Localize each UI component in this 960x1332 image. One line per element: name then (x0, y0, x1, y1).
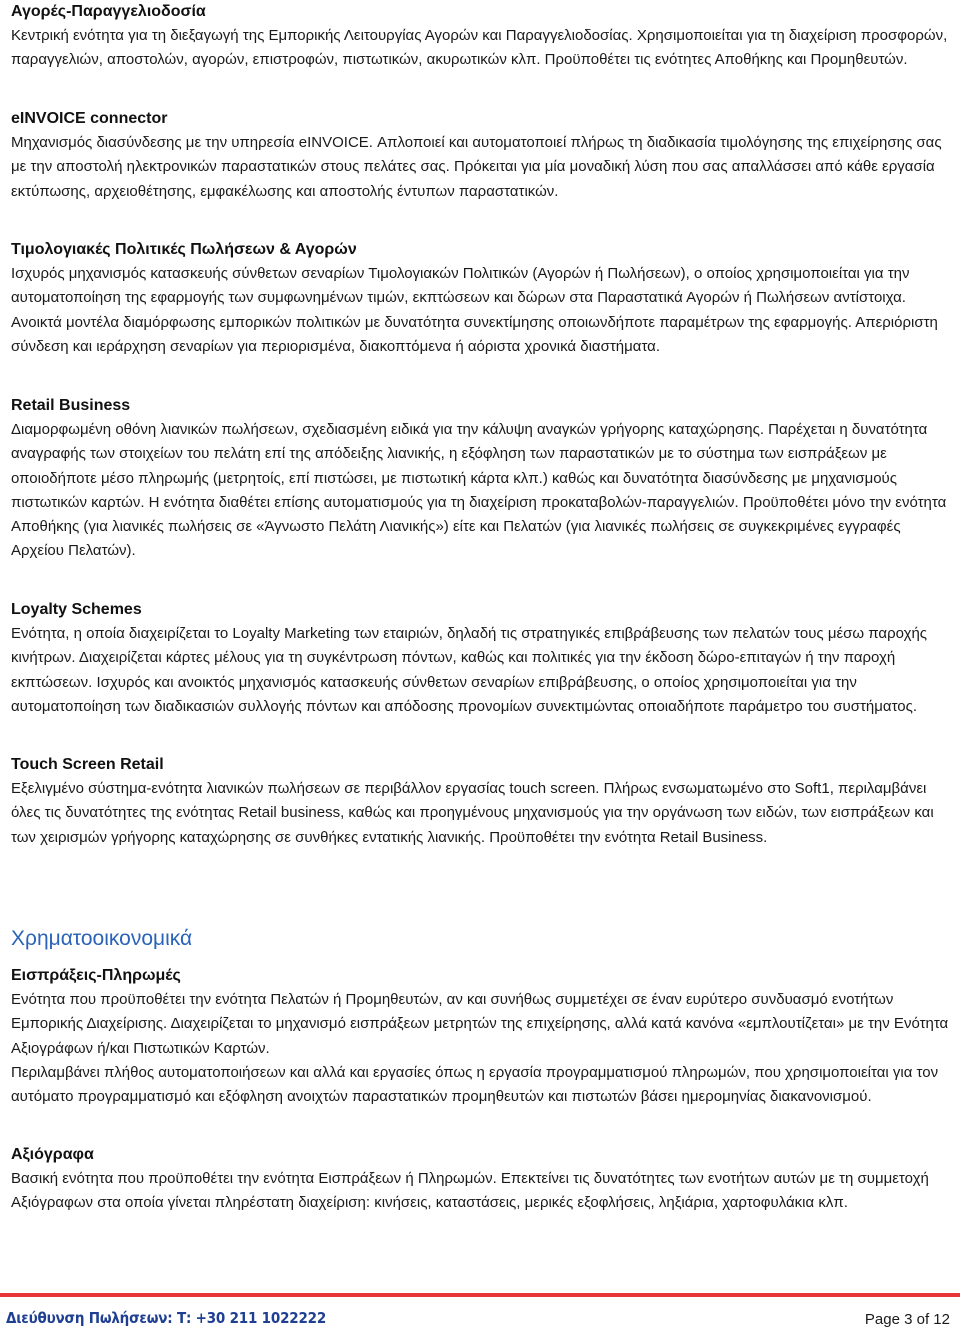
section-text: Μηχανισμός διασύνδεσης με την υπηρεσία eINVOICE. Απλοποιεί και αυτοματοποιεί πλήρως τη διαδικασία τιμολόγησης της επιχείρησης σας με την αποστολή ηλεκτρονικών παραστατικών στους πελάτες σας. Πρόκειται για μία μοναδική λύση που σας απαλλάσσει από κάθε εργασία εκτύπωσης, αρχειοθέτησης, εμφακέλωσης και αποστολής έντυπων παραστατικών. (11, 134, 942, 200)
section-text: Ισχυρός μηχανισμός κατασκευής σύνθετων σεναρίων Τιμολογιακών Πολιτικών (Αγορών ή Πωλήσεων), ο οποίος χρησιμοποιείται για την αυτοματοποίηση της εφαρμογής των συμφωνημένων τιμών, εκπτώσεων και δώρων στα Παραστατικά Αγορών ή Πωλήσεων αντίστοιχα. Ανοικτά μοντέλα διαμόρφωσης εμπορικών πολιτικών με δυνατότητα συνεκτίμησης οποιωνδήποτε παραμέτρων της εφαρμογής. Απεριόριστη σύνδεση και ιεράρχηση σεναρίων για περιορισμένα, διακοπτόμενα ή αόριστα χρονικά διαστήματα. (11, 265, 938, 355)
section-pricing-policies (11, 238, 951, 359)
section-loyalty-schemes (11, 598, 951, 719)
section-receipts-payments (11, 964, 951, 1109)
section-purchases-ordering (11, 0, 951, 73)
section-securities (11, 1143, 951, 1216)
section-text-continued: Περιλαμβάνει πλήθος αυτοματοποιήσεων και αλλά και εργασίες όπως η εργασία προγραμματισμού πληρωμών, που χρησιμοποιείται για τον αυτόματο προγραμματισμό και εξόφληση ανοιχτών παραστατικών προμηθευτών και πιστωτών βάσει ημερομηνίας διακανονισμού. (11, 1063, 939, 1106)
section-heading: Εισπράξεις-Πληρωμές (11, 967, 181, 984)
section-heading: Αγορές-Παραγγελιοδοσία (11, 3, 206, 20)
footer-sales-contact: Διεύθυνση Πωλήσεων: Τ: +30 211 1022222 (6, 1309, 327, 1327)
section-heading: eINVOICE connector (11, 110, 168, 127)
section-touch-screen-retail (11, 753, 951, 850)
page-number: Page 3 of 12 (864, 1311, 950, 1328)
section-heading: Τιμολογιακές Πολιτικές Πωλήσεων & Αγορών (11, 241, 357, 258)
section-text: Εξελιγμένο σύστημα-ενότητα λιανικών πωλήσεων σε περιβάλλον εργασίας touch screen. Πλήρως ενσωματωμένο στο Soft1, περιλαμβάνει όλες τις δυνατότητες της ενότητας Retail business, καθώς και προηγμένους μηχανισμούς για την οργάνωση των ειδών, των εισπράξεων και των χειρισμών γρήγορης καταχώρησης σε συνθήκες εντατικής λιανικής. Προϋποθέτει την ενότητα Retail Business. (11, 780, 934, 846)
section-text: Ενότητα, η οποία διαχειρίζεται το Loyalty Marketing των εταιριών, δηλαδή τις στρατηγικές επιβράβευσης των πελατών τους μέσω παροχής κινήτρων. Διαχειρίζεται κάρτες μέλους για τη συγκέντρωση πόντων, καθώς και πολιτικές για την έκδοση δώρο-επιταγών ή την παροχή εκπτώσεων. Ισχυρός και ανοικτός μηχανισμός κατασκευής σύνθετων σεναρίων επιβράβευσης, ο οποίος χρησιμοποιείται για την αυτοματοποίηση των διαδικασιών συλλογής πόντων και απόδοσης προνομίων συνεκτιμώντας οποιαδήποτε παράμετρο του συστήματος. (11, 625, 928, 715)
finance-heading: Χρηματοοικονομικά (11, 927, 193, 950)
section-einvoice-connector (11, 107, 951, 204)
section-text: Ενότητα που προϋποθέτει την ενότητα Πελατών ή Προμηθευτών, αν και συνήθως συμμετέχει σε έναν ευρύτερο συνδυασμό ενοτήτων Εμπορικής Διαχείρισης. Διαχειρίζεται το μηχανισμό εισπράξεων μετρητών της επιχείρησης, αλλά κατά κανόνα «εμπλουτίζεται» με την Ενότητα Αξιογράφων ή/και Πιστωτικών Καρτών. (11, 991, 949, 1057)
section-heading: Αξιόγραφα (11, 1146, 94, 1163)
section-heading: Loyalty Schemes (11, 601, 142, 618)
section-text: Βασική ενότητα που προϋποθέτει την ενότητα Εισπράξεων ή Πληρωμών. Επεκτείνει τις δυνατότητες των ενοτήτων αυτών με τη συμμετοχή Αξιόγραφων στα οποία γίνεται πληρέστατη διαχείριση: κινήσεις, καταστάσεις, μερικές εξοφλήσεις, ληξιάρια, χαρτοφυλάκια κλπ. (11, 1170, 929, 1212)
section-heading: Touch Screen Retail (11, 756, 164, 773)
section-retail-business (11, 394, 951, 564)
section-text: Διαμορφωμένη οθόνη λιανικών πωλήσεων, σχεδιασμένη ειδικά για την κάλυψη αναγκών γρήγορης καταχώρησης. Παρέχεται η δυνατότητα αναγραφής των στοιχείων του πελάτη επί της απόδειξης λιανικής, η εξόφληση των παραστατικών με το σύστημα των εισπράξεων με οποιοδήποτε μέσο πληρωμής (μετρητοίς, επί πιστώσει, με πιστωτική κάρτα κλπ.) καθώς και δυνατότητα διασύνδεσης με μηχανισμούς πιστωτικών καρτών. Η ενότητα διαθέτει επίσης αυτοματισμούς για τη διαχείριση προκαταβολών-παραγγελιών. Προϋποθέτει μόνο την ενότητα Αποθήκης (για λιανικές πωλήσεις σε «Άγνωστο Πελάτη Λιανικής») είτε και Πελατών (για λιανικές πωλήσεις σε συγκεκριμένες εγγραφές Αρχείου Πελατών). (11, 421, 947, 560)
section-text: Κεντρική ενότητα για τη διεξαγωγή της Εμπορικής Λειτουργίας Αγορών και Παραγγελιοδοσίας. Χρησιμοποιείται για τη διαχείριση προσφορών, παραγγελιών, αποστολών, αγορών, επιστροφών, πιστωτικών, ακυρωτικών κλπ. Προϋποθέτει τις ενότητες Αποθήκης και Προμηθευτών. (11, 27, 948, 69)
footer-divider (0, 1293, 960, 1297)
section-heading: Retail Business (11, 397, 131, 414)
